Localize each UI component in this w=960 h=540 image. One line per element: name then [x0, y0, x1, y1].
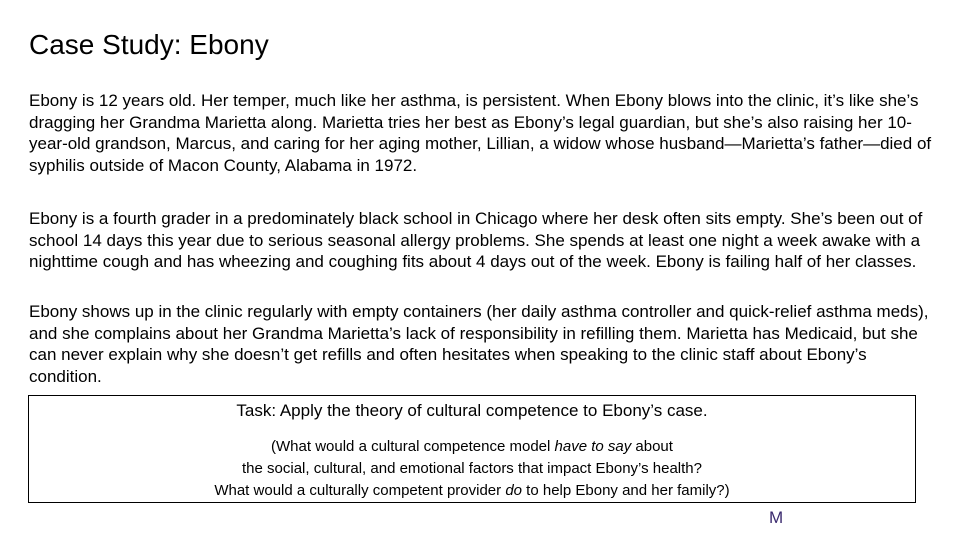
- task-question-line-3: What would a culturally competent provider do to help Ebony and her family?): [214, 482, 730, 499]
- case-paragraph-background: Ebony is 12 years old. Her temper, much like her asthma, is persistent. When Ebony blows into the clinic, it’s like she’s dragging her Grandma Marietta along. Marietta tries her best as Ebony’s legal guardian, but she’s also raising her 10-year-old grandson, Marcus, and caring for her aging mother, Lillian, a widow whose husband—Marietta’s father—died of syphilis outside of Macon County, Alabama in 1972.: [29, 91, 932, 175]
- slide-title: Case Study: Ebony: [29, 29, 269, 60]
- task-heading: Task: Apply the theory of cultural competence to Ebony’s case.: [236, 401, 708, 420]
- corner-mark: M: [769, 508, 784, 527]
- task-questions: [29, 436, 915, 502]
- task-question-line-1: (What would a cultural competence model have to say about: [271, 438, 673, 455]
- case-paragraph-school: Ebony is a fourth grader in a predominately black school in Chicago where her desk often sits empty. She’s been out of school 14 days this year due to serious seasonal allergy problems. She spends at least one night a week awake with a nighttime cough and has wheezing and coughing fits about 4 days out of the week. Ebony is failing half of her classes.: [29, 209, 923, 271]
- task-box: [28, 395, 916, 503]
- case-paragraph-clinic: Ebony shows up in the clinic regularly with empty containers (her daily asthma controller and quick-relief asthma meds), and she complains about her Grandma Marietta’s lack of responsibility in refilling them. Marietta has Medicaid, but she can never explain why she doesn’t get refills and often hesitates when speaking to the clinic staff about Ebony’s condition.: [29, 302, 929, 386]
- task-question-line-2: the social, cultural, and emotional factors that impact Ebony’s health?: [242, 460, 702, 477]
